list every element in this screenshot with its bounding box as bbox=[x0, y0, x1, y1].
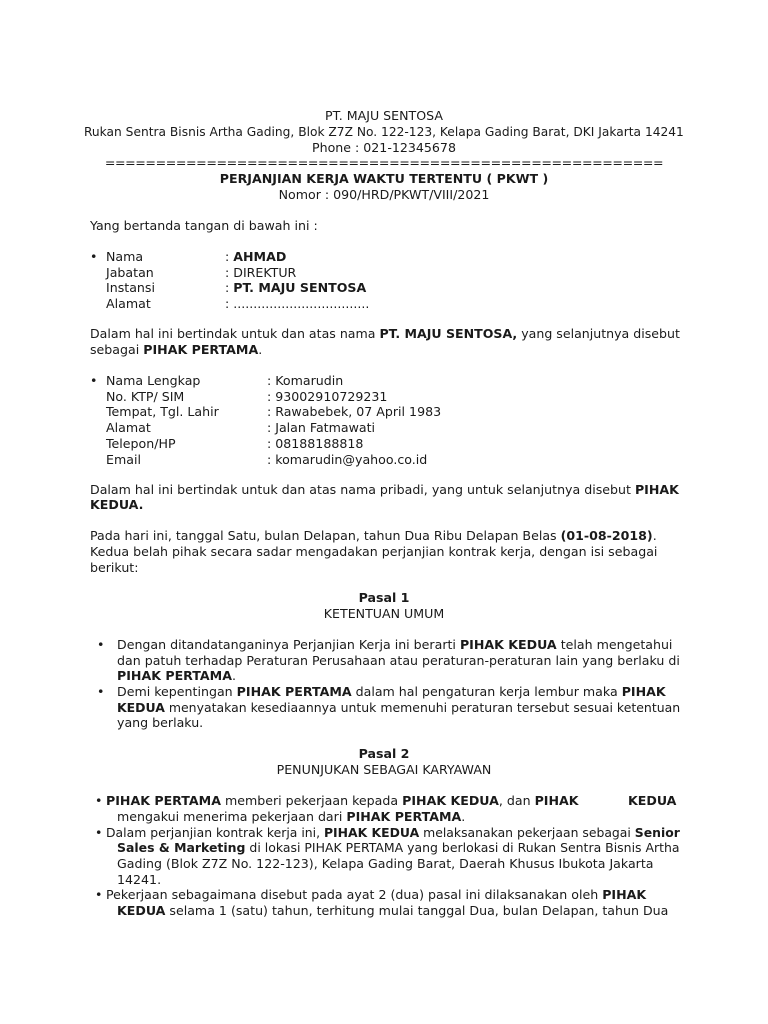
bullet-party1: • bbox=[90, 249, 98, 264]
company-address: Rukan Sentra Bisnis Artha Gading, Blok Z7Z No. 122-123, Kelapa Gading Barat, DKI Jakarta 14241 bbox=[84, 124, 684, 139]
pasal2-b3-line2: KEDUA selama 1 (satu) tahun, terhitung mulai tanggal Dua, bulan Delapan, tahun Dua bbox=[117, 903, 669, 918]
party1-statement-line2: sebagai PIHAK PERTAMA. bbox=[90, 342, 263, 357]
pasal2-subheading: PENUNJUKAN SEBAGAI KARYAWAN bbox=[276, 762, 492, 777]
party2-label-ktp: No. KTP/ SIM bbox=[106, 389, 185, 404]
pasal2-b2-line3: Gading (Blok Z7Z No. 122-123), Kelapa Gading Barat, Daerah Khusus Ibukota Jakarta bbox=[117, 856, 654, 871]
party2-value-telepon: : 08188188818 bbox=[267, 436, 364, 451]
party2-statement-line1: Dalam hal ini bertindak untuk dan atas nama pribadi, yang untuk selanjutnya disebut PIHAK bbox=[90, 482, 679, 497]
header-separator: ======================================================= bbox=[104, 155, 664, 170]
pasal2-bullet1: • bbox=[95, 793, 103, 808]
pasal1-b2-line1: Demi kepentingan PIHAK PERTAMA dalam hal pengaturan kerja lembur maka PIHAK bbox=[117, 684, 666, 699]
party2-statement-line2: KEDUA. bbox=[90, 497, 144, 512]
intro-text: Yang bertanda tangan di bawah ini : bbox=[90, 218, 318, 233]
party2-label-telepon: Telepon/HP bbox=[106, 436, 176, 451]
pasal1-bullet1: • bbox=[97, 637, 105, 652]
pasal2-b1-line1-end: KEDUA bbox=[628, 793, 677, 808]
opening-line2: Kedua belah pihak secara sadar mengadakan perjanjian kontrak kerja, dengan isi sebagai bbox=[90, 544, 658, 559]
party1-label-instansi: Instansi bbox=[106, 280, 155, 295]
party1-label-jabatan: Jabatan bbox=[106, 265, 154, 280]
pasal1-b2-line3: yang berlaku. bbox=[117, 715, 204, 730]
pasal2-heading: Pasal 2 bbox=[358, 746, 410, 761]
party1-label-nama: Nama bbox=[106, 249, 144, 264]
party2-label-nama: Nama Lengkap bbox=[106, 373, 201, 388]
pasal1-b1-line2: dan patuh terhadap Peraturan Perusahaan atau peraturan-peraturan lain yang berlaku di bbox=[117, 653, 680, 668]
pasal1-b1-line3: PIHAK PERTAMA. bbox=[117, 668, 236, 683]
pasal2-b2-line1: Dalam perjanjian kontrak kerja ini, PIHAK KEDUA melaksanakan pekerjaan sebagai Senior bbox=[106, 825, 680, 840]
pasal2-bullet2: • bbox=[95, 825, 103, 840]
party2-value-alamat: : Jalan Fatmawati bbox=[267, 420, 376, 435]
party2-value-email: : komarudin@yahoo.co.id bbox=[267, 452, 428, 467]
pasal2-b1-line1: PIHAK PERTAMA memberi pekerjaan kepada PIHAK KEDUA, dan PIHAK bbox=[106, 793, 579, 808]
company-phone: Phone : 021-12345678 bbox=[312, 140, 456, 155]
party1-value-instansi: : PT. MAJU SENTOSA bbox=[225, 280, 367, 295]
pasal2-b2-line4: 14241. bbox=[117, 872, 162, 887]
party1-label-alamat: Alamat bbox=[106, 296, 151, 311]
pasal1-b2-line2: KEDUA menyatakan kesediaannya untuk memenuhi peraturan tersebut sesuai ketentuan bbox=[117, 700, 681, 715]
opening-line1: Pada hari ini, tanggal Satu, bulan Delapan, tahun Dua Ribu Delapan Belas (01-08-2018). bbox=[90, 528, 657, 543]
party1-value-alamat: : .................................. bbox=[225, 296, 370, 311]
party1-value-nama: : AHMAD bbox=[225, 249, 287, 264]
party2-label-ttl: Tempat, Tgl. Lahir bbox=[106, 404, 219, 419]
pasal1-heading: Pasal 1 bbox=[358, 590, 410, 605]
document-number: Nomor : 090/HRD/PKWT/VIII/2021 bbox=[278, 187, 490, 202]
pasal1-bullet2: • bbox=[97, 684, 105, 699]
party1-value-jabatan: : DIREKTUR bbox=[225, 265, 297, 280]
party2-label-alamat: Alamat bbox=[106, 420, 151, 435]
party1-statement-line1: Dalam hal ini bertindak untuk dan atas nama PT. MAJU SENTOSA, yang selanjutnya disebut bbox=[90, 326, 680, 341]
pasal1-subheading: KETENTUAN UMUM bbox=[323, 606, 445, 621]
pasal2-b3-line1: Pekerjaan sebagaimana disebut pada ayat 2 (dua) pasal ini dilaksanakan oleh PIHAK bbox=[106, 887, 647, 902]
party2-value-ktp: : 93002910729231 bbox=[267, 389, 388, 404]
party2-value-nama: : Komarudin bbox=[267, 373, 344, 388]
bullet-party2: • bbox=[90, 373, 98, 388]
pasal2-bullet3: • bbox=[95, 887, 103, 902]
party2-value-ttl: : Rawabebek, 07 April 1983 bbox=[267, 404, 442, 419]
pasal2-b1-line2: mengakui menerima pekerjaan dari PIHAK PERTAMA. bbox=[117, 809, 466, 824]
document-title: PERJANJIAN KERJA WAKTU TERTENTU ( PKWT ) bbox=[219, 171, 549, 186]
party2-label-email: Email bbox=[106, 452, 141, 467]
pasal1-b1-line1: Dengan ditandatanganinya Perjanjian Kerja ini berarti PIHAK KEDUA telah mengetahui bbox=[117, 637, 673, 652]
company-name: PT. MAJU SENTOSA bbox=[324, 108, 444, 123]
pasal2-b2-line2: Sales & Marketing di lokasi PIHAK PERTAMA yang berlokasi di Rukan Sentra Bisnis Artha bbox=[117, 840, 680, 855]
opening-line3: berikut: bbox=[90, 560, 139, 575]
